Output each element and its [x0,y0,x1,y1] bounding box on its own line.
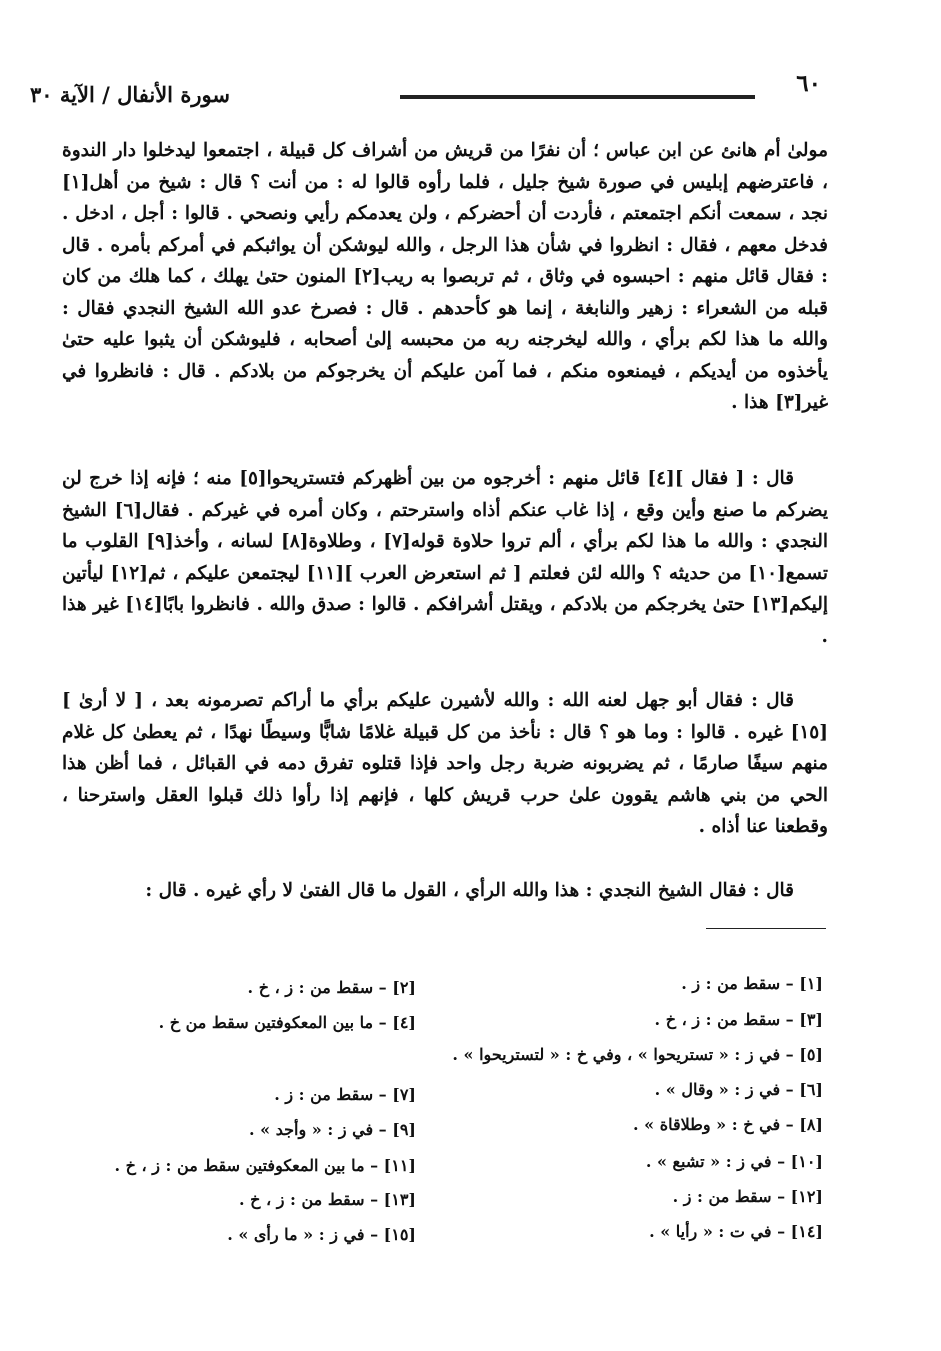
footnote-text: في ز : « تشبع » . [645,1152,772,1171]
footnote-text: سقط من : ز ، خ . [654,1010,781,1029]
paragraph: قال : [ فقال ][٤] قائل منهم : أخرجوه من بين أظهركم فتستريحوا[٥] منه ؛ فإنه إذا خرج لن يضركم ما صنع وأين وقع ، إذا غاب عنكم أذاه واسترحتم ، وكان أمره في غيركم . فقال[٦] الشيخ النجدي : والله ما هذا لكم برأي ، ألم تروا حلاوة قوله[٧] ، وطلاوة[٨] لسانه ، وأخذ[٩] القلوب ما تسمع[١٠] من حديثه ؟ والله لئن فعلتم [ ثم استعرض العرب ][١١] ليجتمعن عليكم ، ثم[١٢] ليأتين إليكم[١٣] حتىٰ يخرجكم من بلادكم ، ويقتل أشرافكم . قالوا : صدق والله . فانظروا بابًا[١٤] غير هذا . [62,468,829,647]
footnote-text: في ز : « وأجد » . [249,1120,374,1139]
paragraph: مولىٰ أم هانئ عن ابن عباس ؛ أن نفرًا من قريش من أشراف كل قبيلة ، اجتمعوا ليدخلوا دار الندوة ، فاعترضهم إبليس في صورة شيخ جليل ، فلما رأوه قالوا له : من أنت ؟ قال : شيخ من أهل[١] نجد ، سمعت أنكم اجتمعتم ، فأردت أن أحضركم ، ولن يعدمكم رأيي ونصحي . قالوا : أجل ، ادخل . فدخل معهم ، فقال : انظروا في شأن هذا الرجل ، والله ليوشكن أن يواثبكم في أمركم بأمره . قال : فقال قائل منهم : احبسوه في وثاق ، ثم تربصوا به ريب[٢] المنون حتىٰ يهلك ، كما هلك من كان قبله من الشعراء : زهير والنابغة ، إنما هو كأحدهم . قال : فصرخ عدو الله الشيخ النجدي فقال : والله ما هذا لكم برأي ، والله ليخرجنه ربه من محبسه إلىٰ أصحابه ، فليوشكن أن يثبوا عليه حتىٰ يأخذوه من أيديكم ، فيمنعوه منكم ، فما آمن عليكم أن يخرجوكم من بلادكم . قال : فانظروا في غير[٣] هذا . [62,140,828,413]
footnote: [٣] – سقط من : ز ، خ . [654,1010,823,1029]
footnote-number: [٧] [392,1085,416,1104]
footnote: [١٠] – في ز : « تشبع » . [645,1152,823,1171]
footnote-number: [٥] [799,1045,823,1064]
footnote-text: سقط من : ز . [274,1085,374,1104]
running-title: سورة الأنفال / الآية ٣٠ [30,82,230,107]
footnote: [١٤] – في ت : « رأيا » . [649,1222,823,1241]
footnote: [١] – سقط من : ز . [681,974,823,993]
footnote-text: في خ : « وطلاقاة » . [632,1115,781,1134]
paragraph: قال : فقال أبو جهل لعنه الله : والله لأشيرن عليكم برأي ما أراكم تصرمونه بعد ، [ لا أرىٰ ][١٥] غيره . قالوا : وما هو ؟ قال : نأخذ من كل قبيلة غلامًا شابًّا وسيطًا نهدًا ، ثم يعطىٰ كل غلام منهم سيفًا صارمًا ، ثم يضربونه ضربة رجل واحد فإذا قتلوه تفرق دمه في القبائل ، فما أظن هذا الحي من بني هاشم يقوون علىٰ حرب قريش كلها ، فإنهم إذا رأوا ذلك قبلوا العقل واسترحنا ، وقطعنا عنا أذاه . [62,690,828,837]
footnote: [٥] – في ز : « تستريحوا » ، وفي خ : « لتستريحوا » . [452,1045,823,1064]
paragraph: قال : فقال الشيخ النجدي : هذا والله الرأي ، القول ما قال الفتىٰ لا رأي غيره . قال : [145,880,794,901]
footnote-text: سقط من : ز ، خ . [247,978,374,997]
footnote: [٧] – سقط من : ز . [274,1085,416,1104]
footnote-number: [٣] [799,1010,823,1029]
footnote: [٦] – في ز : « وقال » . [654,1080,823,1099]
footnote-number: [٤] [392,1013,416,1032]
footnote-number: [١٤] [790,1222,823,1241]
footnote-text: سقط من : ز ، خ . [238,1190,365,1209]
footnote-number: [١] [799,974,823,993]
footnote-text: سقط من : ز . [681,974,781,993]
footnote-text: سقط من : ز . [672,1187,772,1206]
footnote-number: [٩] [392,1120,416,1139]
footnote-number: [١٠] [790,1152,823,1171]
footnote-text: في ز : « تستريحوا » ، وفي خ : « لتستريحوا » . [452,1045,781,1064]
footnote: [٨] – في خ : « وطلاقاة » . [632,1115,823,1134]
footnote-text: ما بين المعكوفتين سقط من : ز ، خ . [114,1156,365,1175]
page-number: ٦٠ [796,70,821,97]
footnote-number: [٨] [799,1115,823,1134]
footnote: [١٣] – سقط من : ز ، خ . [238,1190,416,1209]
footnote-number: [١١] [383,1156,416,1175]
footnote: [٤] – ما بين المعكوفتين سقط من خ . [158,1013,416,1032]
footnote: [١٥] – في ز : « ما رأى » . [227,1225,416,1244]
footnote-number: [٢] [392,978,416,997]
footnote-text: في ز : « ما رأى » . [227,1225,365,1244]
footnote-number: [١٢] [790,1187,823,1206]
footnote-text: في ز : « وقال » . [654,1080,781,1099]
footnote-number: [٦] [799,1080,823,1099]
footnote: [١٢] – سقط من : ز . [672,1187,823,1206]
footnote-number: [١٥] [383,1225,416,1244]
footnote: [٩] – في ز : « وأجد » . [249,1120,416,1139]
footnote-text: ما بين المعكوفتين سقط من خ . [158,1013,374,1032]
footnote: [٢] – سقط من : ز ، خ . [247,978,416,997]
footnote-number: [١٣] [383,1190,416,1209]
footnote: [١١] – ما بين المعكوفتين سقط من : ز ، خ . [114,1156,416,1175]
footnote-text: في ت : « رأيا » . [649,1222,772,1241]
